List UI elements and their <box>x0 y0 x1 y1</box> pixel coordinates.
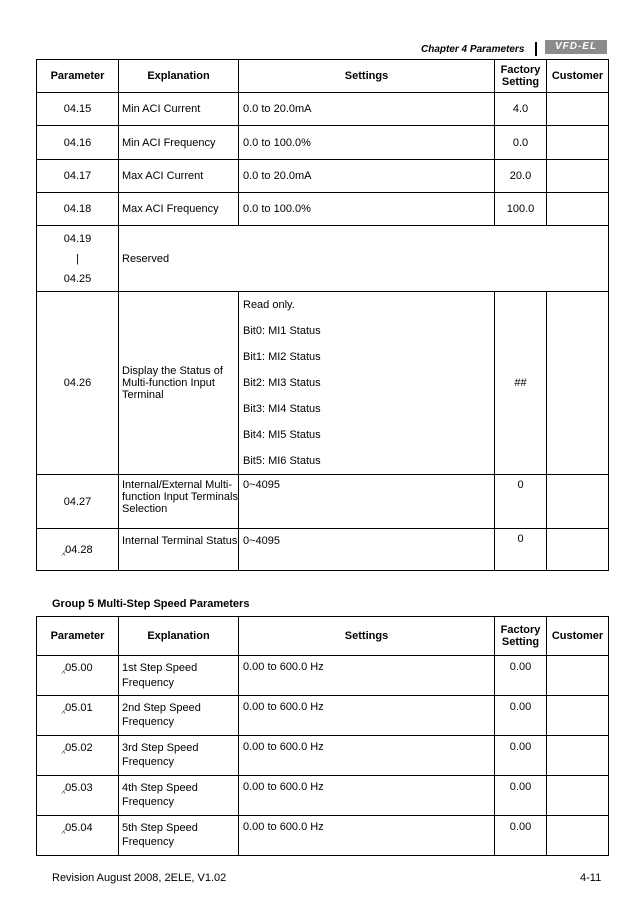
explanation-cell: Display the Status of Multi-function Input Terminal <box>119 292 239 475</box>
param-code: 04.28 <box>65 544 93 556</box>
customer-cell[interactable] <box>547 776 609 816</box>
header-factory-line2: Setting <box>501 636 540 648</box>
header-factory-setting <box>495 617 547 656</box>
section-title: Group 5 Multi-Step Speed Parameters <box>52 598 250 610</box>
factory-cell: 0.0 <box>495 126 547 160</box>
param-code: 05.03 <box>65 782 93 794</box>
customer-cell[interactable] <box>547 529 609 571</box>
param-code: 05.00 <box>65 662 93 674</box>
reserved-separator: | <box>76 252 79 265</box>
header-parameter: Parameter <box>37 617 119 656</box>
table-row <box>37 475 609 529</box>
reserved-to: 04.25 <box>63 272 92 285</box>
table-row <box>37 696 609 736</box>
settings-cell: 0.0 to 100.0% <box>239 126 495 160</box>
setting-line: Read only. <box>243 299 295 311</box>
header-customer: Customer <box>547 60 609 93</box>
reserved-row <box>37 226 609 292</box>
pen-icon: ⁁ <box>62 662 66 674</box>
factory-cell: 4.0 <box>495 93 547 126</box>
table-row <box>37 93 609 126</box>
factory-cell: 0 <box>495 475 547 529</box>
settings-cell: 0.00 to 600.0 Hz <box>239 736 495 776</box>
param-code: 05.02 <box>65 742 93 754</box>
factory-cell: 0 <box>495 529 547 571</box>
table-row <box>37 193 609 226</box>
explanation-cell: 3rd Step Speed Frequency <box>119 736 239 776</box>
factory-cell: 100.0 <box>495 193 547 226</box>
param-cell <box>37 736 119 776</box>
pen-icon: ⁁ <box>62 702 66 714</box>
factory-cell: ## <box>495 292 547 475</box>
explanation-cell: 2nd Step Speed Frequency <box>119 696 239 736</box>
customer-cell[interactable] <box>547 193 609 226</box>
param-cell <box>37 816 119 856</box>
settings-cell: 0.00 to 600.0 Hz <box>239 816 495 856</box>
param-cell <box>37 529 119 571</box>
pen-icon: ⁁ <box>62 822 66 834</box>
customer-cell[interactable] <box>547 126 609 160</box>
header-factory-line1: Factory <box>500 64 541 76</box>
table-row <box>37 160 609 193</box>
header-parameter: Parameter <box>37 60 119 93</box>
customer-cell[interactable] <box>547 816 609 856</box>
parameter-table-group5 <box>36 616 609 856</box>
table-header-row <box>37 60 609 93</box>
footer-page-number: 4-11 <box>580 872 602 884</box>
header-factory-line2: Setting <box>501 76 540 88</box>
explanation-cell: 1st Step Speed Frequency <box>119 656 239 696</box>
reserved-label: Reserved <box>119 226 609 292</box>
factory-cell: 0.00 <box>495 736 547 776</box>
param-code: 05.01 <box>65 702 93 714</box>
settings-cell: 0~4095 <box>239 529 495 571</box>
header-customer: Customer <box>547 617 609 656</box>
table-row <box>37 736 609 776</box>
factory-cell: 20.0 <box>495 160 547 193</box>
table-row <box>37 776 609 816</box>
settings-cell: 0~4095 <box>239 475 495 529</box>
pen-icon: ⁁ <box>62 782 66 794</box>
setting-line: Bit2: MI3 Status <box>243 377 321 389</box>
explanation-cell: Internal Terminal Status <box>119 529 239 571</box>
settings-cell: 0.00 to 600.0 Hz <box>239 656 495 696</box>
settings-cell: 0.0 to 100.0% <box>239 193 495 226</box>
chapter-header: Chapter 4 Parameters <box>421 44 525 55</box>
table-row <box>37 292 609 475</box>
header-settings: Settings <box>239 617 495 656</box>
explanation-cell: Max ACI Frequency <box>119 193 239 226</box>
param-cell <box>37 696 119 736</box>
explanation-cell: Min ACI Frequency <box>119 126 239 160</box>
header-settings: Settings <box>239 60 495 93</box>
factory-cell: 0.00 <box>495 776 547 816</box>
settings-cell: 0.00 to 600.0 Hz <box>239 776 495 816</box>
table-row <box>37 529 609 571</box>
customer-cell[interactable] <box>547 736 609 776</box>
param-cell: 04.15 <box>37 93 119 126</box>
settings-cell: 0.0 to 20.0mA <box>239 160 495 193</box>
pen-icon: ⁁ <box>62 544 66 556</box>
customer-cell[interactable] <box>547 160 609 193</box>
setting-line: Bit3: MI4 Status <box>243 403 321 415</box>
brand-logo: VFD-EL <box>545 40 607 54</box>
customer-cell[interactable] <box>547 696 609 736</box>
param-code: 05.04 <box>65 822 93 834</box>
factory-cell: 0.00 <box>495 816 547 856</box>
header-explanation: Explanation <box>119 60 239 93</box>
explanation-cell: 5th Step Speed Frequency <box>119 816 239 856</box>
param-cell <box>37 776 119 816</box>
param-cell: 04.17 <box>37 160 119 193</box>
header-factory-setting <box>495 60 547 93</box>
explanation-cell: Max ACI Current <box>119 160 239 193</box>
table-header-row <box>37 617 609 656</box>
setting-line: Bit1: MI2 Status <box>243 351 321 363</box>
explanation-cell: Internal/External Multi-function Input Terminals Selection <box>119 475 239 529</box>
param-cell: 04.27 <box>37 475 119 529</box>
factory-cell: 0.00 <box>495 696 547 736</box>
param-cell <box>37 226 119 292</box>
param-cell: 04.18 <box>37 193 119 226</box>
settings-cell: 0.0 to 20.0mA <box>239 93 495 126</box>
table-row <box>37 126 609 160</box>
param-cell: 04.26 <box>37 292 119 475</box>
setting-line: Bit4: MI5 Status <box>243 429 321 441</box>
pen-icon: ⁁ <box>62 742 66 754</box>
footer-revision: Revision August 2008, 2ELE, V1.02 <box>52 872 227 884</box>
factory-cell: 0.00 <box>495 656 547 696</box>
reserved-from: 04.19 <box>63 232 92 245</box>
setting-line: Bit5: MI6 Status <box>243 455 321 467</box>
table-row <box>37 656 609 696</box>
setting-line: Bit0: MI1 Status <box>243 325 321 337</box>
customer-cell[interactable] <box>547 292 609 475</box>
parameter-table-group4 <box>36 59 609 571</box>
param-cell: 04.16 <box>37 126 119 160</box>
param-cell <box>37 656 119 696</box>
customer-cell[interactable] <box>547 656 609 696</box>
header-factory-line1: Factory <box>500 624 541 636</box>
settings-cell <box>239 292 495 475</box>
explanation-cell: 4th Step Speed Frequency <box>119 776 239 816</box>
table-row <box>37 816 609 856</box>
header-explanation: Explanation <box>119 617 239 656</box>
header-divider <box>535 42 537 56</box>
customer-cell[interactable] <box>547 93 609 126</box>
explanation-cell: Min ACI Current <box>119 93 239 126</box>
settings-cell: 0.00 to 600.0 Hz <box>239 696 495 736</box>
customer-cell[interactable] <box>547 475 609 529</box>
